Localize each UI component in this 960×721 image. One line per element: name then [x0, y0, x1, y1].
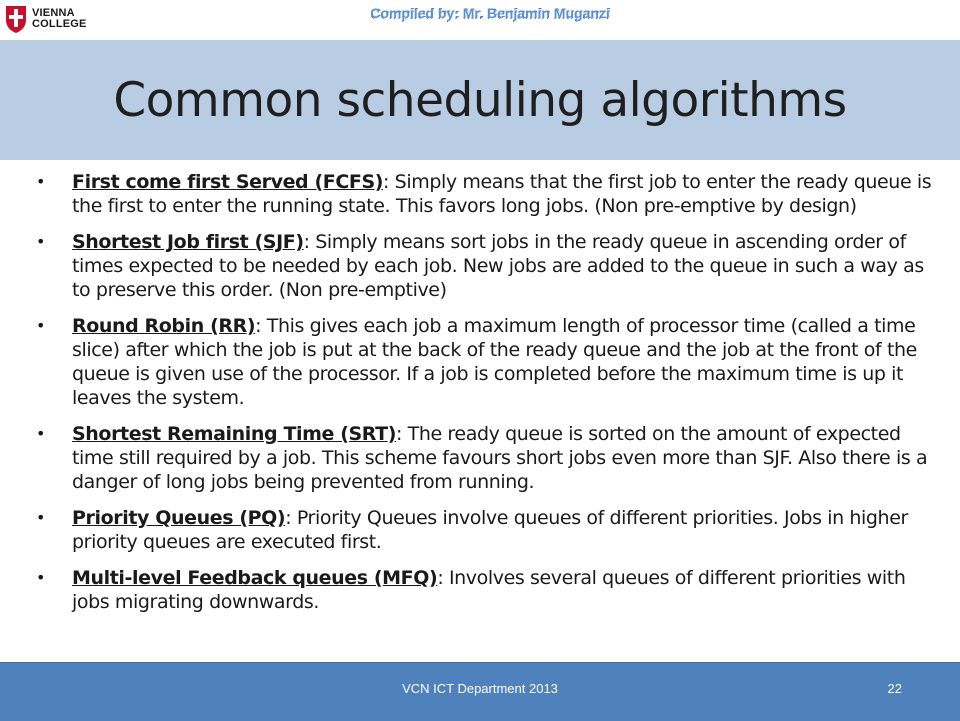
- bullet-term: Shortest Job first (SJF): [72, 231, 304, 253]
- title-band: [0, 40, 960, 160]
- bullet-item-srt: [36, 422, 936, 494]
- bullet-term: First come first Served (FCFS): [72, 171, 384, 193]
- bullet-text: : Priority Queues involve queues of different priorities. Jobs in higher priority queues are executed first.: [72, 507, 908, 553]
- top-bar: [0, 0, 960, 40]
- bullet-item-rr: [36, 314, 936, 410]
- bullet-item-mfq: [36, 566, 936, 614]
- compiled-by-label: Compiled by: Mr. Benjamin Muganzi: [370, 5, 610, 21]
- logo-text: [32, 8, 87, 30]
- page-number: 22: [887, 681, 902, 696]
- bullet-text: : Simply means that the first job to enter the ready queue is the first to enter the running state. This favors long jobs. (Non pre-emptive by design): [72, 171, 932, 217]
- bullet-term: Shortest Remaining Time (SRT): [72, 423, 396, 445]
- bullet-term: Multi-level Feedback queues (MFQ): [72, 567, 438, 589]
- logo-line-2: COLLEGE: [32, 18, 87, 30]
- bullet-text: : The ready queue is sorted on the amount of expected time still required by a job. This scheme favours short jobs even more than SJF. Also there is a danger of long jobs being prevented from running.: [72, 423, 928, 493]
- bullet-text: : Simply means sort jobs in the ready queue in ascending order of times expected to be needed by each job. New jobs are added to the queue in such a way as to preserve this order. (Non pre-emptive): [72, 231, 924, 301]
- footer-band: [0, 662, 960, 721]
- footer-text: VCN ICT Department 2013: [402, 681, 558, 696]
- college-logo: [4, 2, 87, 36]
- shield-icon: [4, 4, 28, 34]
- bullet-item-sjf: [36, 230, 936, 302]
- bullet-icon: •: [36, 316, 46, 335]
- slide-title: Common scheduling algorithms: [113, 72, 847, 128]
- bullet-term: Priority Queues (PQ): [72, 507, 286, 529]
- bullet-icon: •: [36, 172, 46, 191]
- bullet-item-pq: [36, 506, 936, 554]
- bullet-icon: •: [36, 424, 46, 443]
- bullet-list: [36, 170, 936, 614]
- bullet-icon: •: [36, 232, 46, 251]
- bullet-icon: •: [36, 508, 46, 527]
- bullet-text: : Involves several queues of different priorities with jobs migrating downwards.: [72, 567, 906, 613]
- slide-content: [36, 170, 936, 626]
- logo-line-1: VIENNA: [32, 7, 75, 19]
- bullet-item-fcfs: [36, 170, 936, 218]
- bullet-icon: •: [36, 568, 46, 587]
- bullet-term: Round Robin (RR): [72, 315, 256, 337]
- bullet-text: : This gives each job a maximum length of processor time (called a time slice) after which the job is put at the back of the ready queue and the job at the front of the queue is given use of the processor. If a job is completed before the maximum time is up it leaves the system.: [72, 315, 917, 409]
